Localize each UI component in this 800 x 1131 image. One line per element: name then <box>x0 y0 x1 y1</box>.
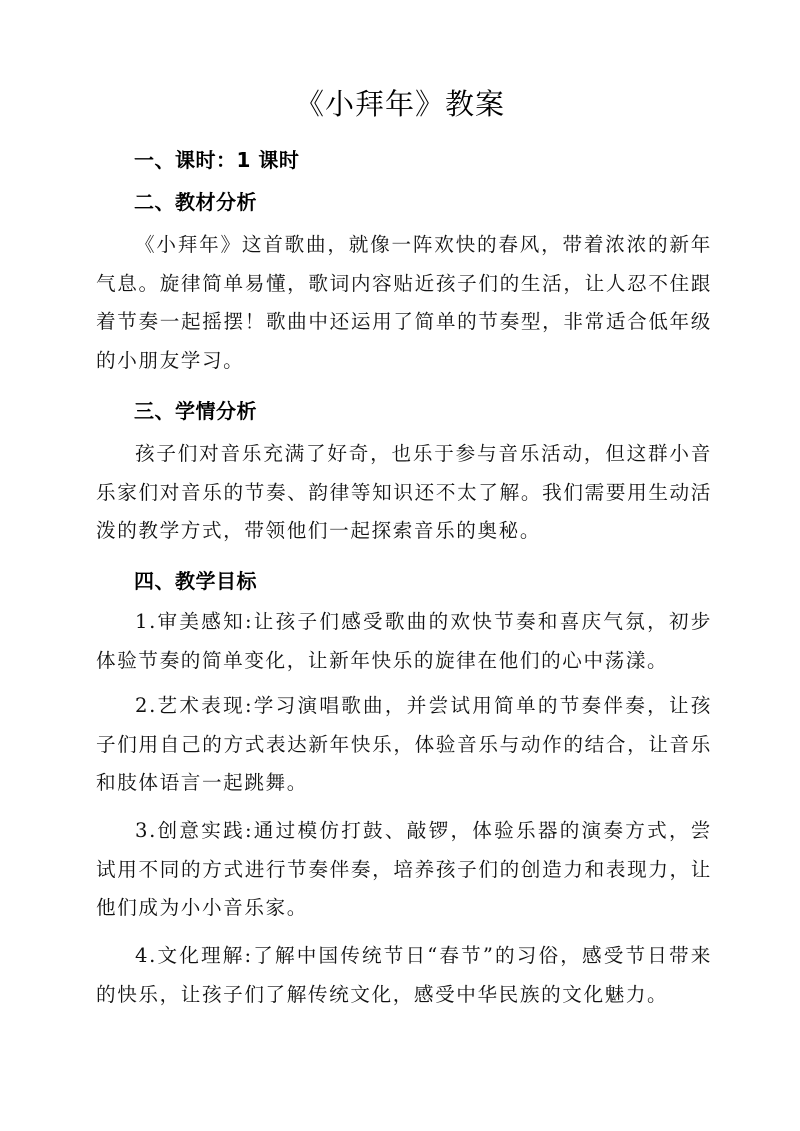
section-heading-teaching-goals: 四、教学目标 <box>134 569 257 593</box>
paragraph-student-analysis: 孩子们对音乐充满了好奇，也乐于参与音乐活动，但这群小音乐家们对音乐的节奏、韵律等知识还不太了解。我们需要用生动活泼的教学方式，带领他们一起探索音乐的奥秘。 <box>96 442 712 542</box>
goal-item-4: 4.文化理解:了解中国传统节日“春节”的习俗，感受节日带来的快乐，让孩子们了解传统文化，感受中华民族的文化魅力。 <box>96 944 712 1006</box>
section-heading-class-hours: 一、课时：1 课时 <box>134 148 300 172</box>
goal-item-3: 3.创意实践:通过模仿打鼓、敲锣，体验乐器的演奏方式，尝试用不同的方式进行节奏伴奏，培养孩子们的创造力和表现力，让他们成为小小音乐家。 <box>96 819 712 919</box>
page-title: 《小拜年》教案 <box>294 87 505 121</box>
section-heading-material-analysis: 二、教材分析 <box>134 190 257 214</box>
paragraph-material-analysis: 《小拜年》这首歌曲，就像一阵欢快的春风，带着浓浓的新年气息。旋律简单易懂，歌词内容贴近孩子们的生活，让人忍不住跟着节奏一起摇摆！歌曲中还运用了简单的节奏型，非常适合低年级的小朋友学习。 <box>96 233 712 372</box>
goal-item-1: 1.审美感知:让孩子们感受歌曲的欢快节奏和喜庆气氛，初步体验节奏的简单变化，让新年快乐的旋律在他们的心中荡漾。 <box>96 610 712 672</box>
section-heading-student-analysis: 三、学情分析 <box>134 399 257 423</box>
goal-item-2: 2.艺术表现:学习演唱歌曲，并尝试用简单的节奏伴奏，让孩子们用自己的方式表达新年快乐，体验音乐与动作的结合，让音乐和肢体语言一起跳舞。 <box>96 694 712 794</box>
